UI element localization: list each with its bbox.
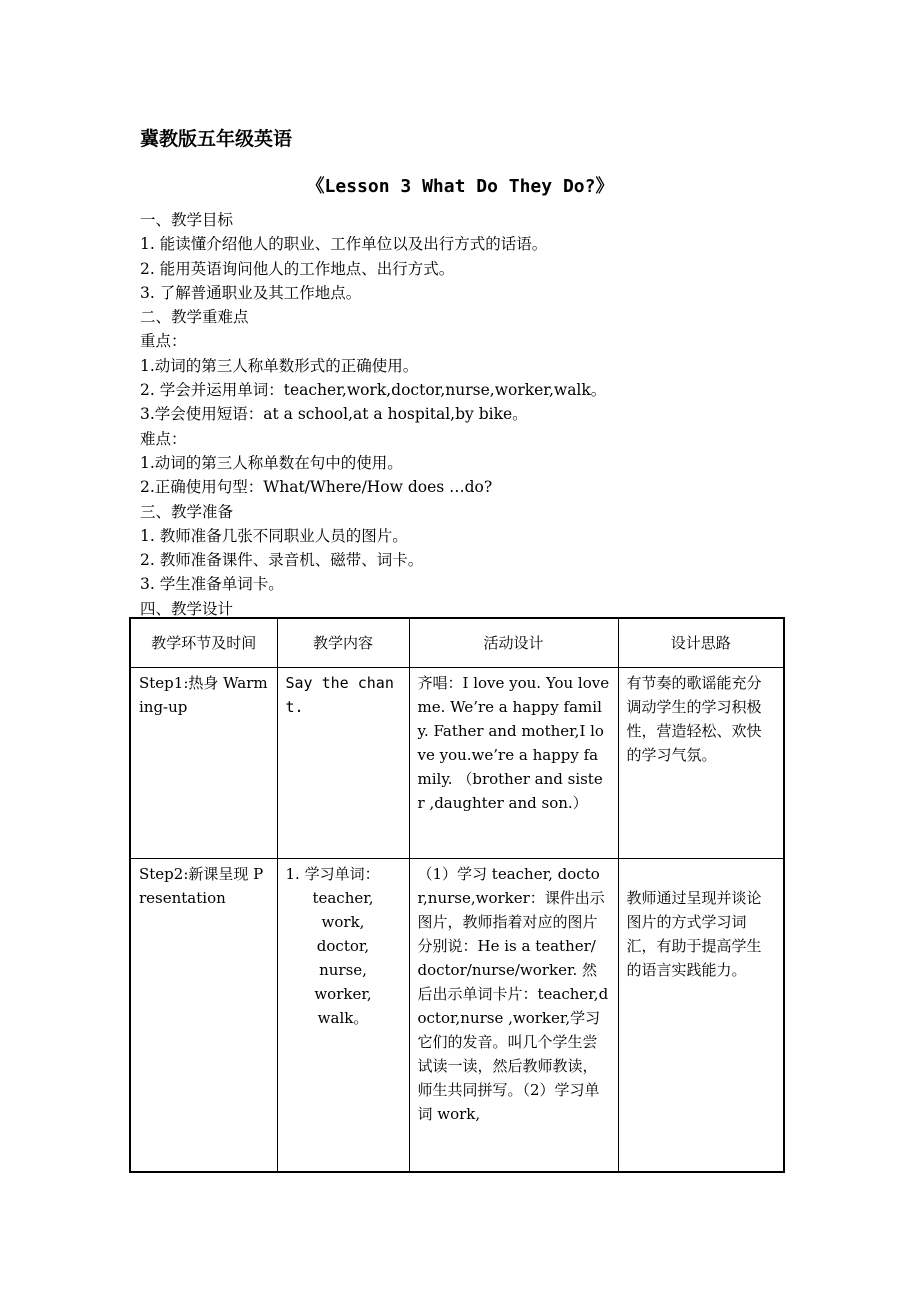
- cell-content: Say the chant.: [277, 668, 409, 859]
- body-line: 1. 能读懂介绍他人的职业、工作单位以及出行方式的话语。: [140, 235, 548, 254]
- cell-content: [277, 859, 409, 1173]
- body-line: 3. 学生准备单词卡。: [140, 575, 284, 594]
- cell-rationale-text: 教师通过呈现并谈论图片的方式学习词汇，有助于提高学生的语言实践能力。: [626, 889, 762, 979]
- cell-step: Step2:新课呈现 Presentation: [130, 859, 277, 1173]
- header-cell-rationale: 设计思路: [618, 618, 784, 668]
- document-title: 冀教版五年级英语: [140, 128, 293, 150]
- body-line: 1. 教师准备几张不同职业人员的图片。: [140, 526, 408, 545]
- cell-activity: （1）学习 teacher, doctor,nurse,worker：课件出示图片，教师指着对应的图片分别说：He is a teather/ doctor/nurse/worker. 然后出示单词卡片：teacher,doctor,nurse ,worker,学习它们的发音。叫几个学生尝试读一读，然后教师教读，师生共同拼写。（2）学习单词 work,: [409, 859, 618, 1173]
- cell-rationale: 有节奏的歌谣能充分调动学生的学习积极性，营造轻松、欢快的学习气氛。: [618, 668, 784, 859]
- header-cell-content: 教学内容: [277, 618, 409, 668]
- body-line: 1.动词的第三人称单数在句中的使用。: [140, 453, 403, 472]
- header-cell-activity: 活动设计: [409, 618, 618, 668]
- body-line: 2. 教师准备课件、录音机、磁带、词卡。: [140, 551, 424, 570]
- lesson-title: 《Lesson 3 What Do They Do?》: [306, 176, 614, 197]
- cell-rationale: [618, 859, 784, 1173]
- cell-activity: 齐唱：I love you. You love me. We’re a happy family. Father and mother,I love you.we’re a happy family. （brother and sister ,daughter and son.）: [409, 668, 618, 859]
- body-line: 2.正确使用句型：What/Where/How does …do?: [140, 478, 493, 497]
- vocab-word: teacher,: [312, 889, 374, 907]
- vocab-word: doctor,: [316, 937, 370, 955]
- table-row: [130, 668, 784, 859]
- body-line: 2. 学会并运用单词：teacher,work,doctor,nurse,worker,walk。: [140, 381, 607, 400]
- vocab-word: worker,: [314, 985, 372, 1003]
- vocab-word: work,: [321, 913, 365, 931]
- body-line: 3. 了解普通职业及其工作地点。: [140, 283, 362, 302]
- body-line: 1.动词的第三人称单数形式的正确使用。: [140, 356, 419, 375]
- section-heading-key-points: 二、教学重难点: [140, 308, 249, 327]
- header-cell-stage: 教学环节及时间: [130, 618, 277, 668]
- cell-step: Step1:热身 Warming-up: [130, 668, 277, 859]
- section-heading-design: 四、教学设计: [140, 599, 234, 618]
- body-line: 2. 能用英语询问他人的工作地点、出行方式。: [140, 259, 455, 278]
- teaching-design-table: [129, 617, 785, 1173]
- body-line: 重点：: [140, 332, 187, 351]
- body-line: 难点：: [140, 429, 187, 448]
- body-text: [140, 208, 800, 621]
- table-header-row: [130, 618, 784, 668]
- section-heading-preparation: 三、教学准备: [140, 502, 234, 521]
- table-row: [130, 859, 784, 1173]
- vocab-word: nurse,: [319, 961, 367, 979]
- vocab-word: walk。: [317, 1009, 369, 1027]
- section-heading-objectives: 一、教学目标: [140, 211, 234, 229]
- content-list-heading: 1. 学习单词：: [285, 865, 380, 883]
- body-line: 3.学会使用短语：at a school,at a hospital,by bike。: [140, 405, 528, 424]
